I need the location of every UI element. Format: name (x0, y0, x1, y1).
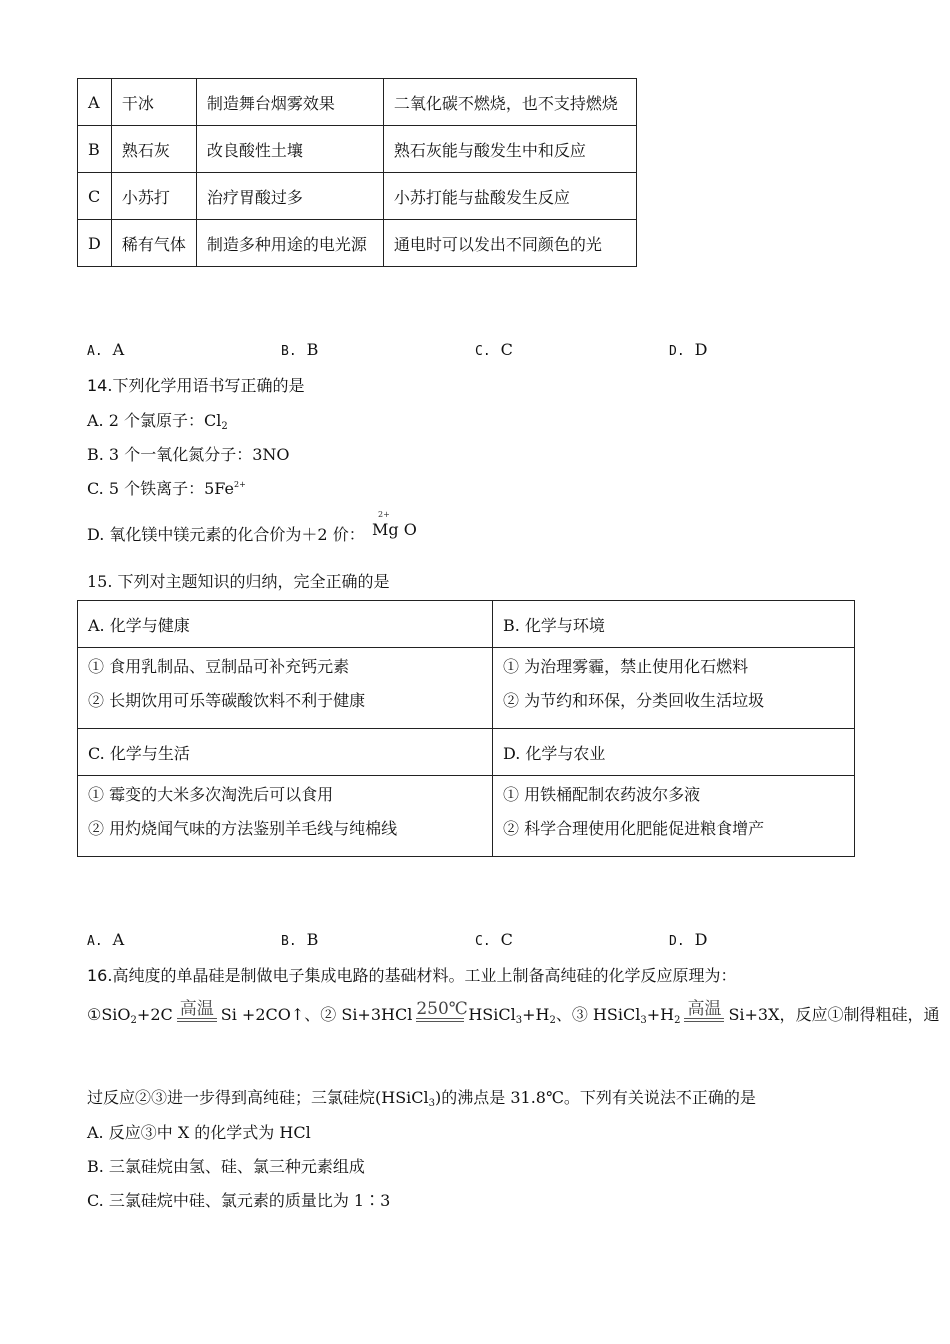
list-item: ① 用铁桶配制农药波尔多液 (503, 785, 701, 804)
list-item: ② 长期饮用可乐等碳酸饮料不利于健康 (88, 691, 366, 710)
condition-high-temp-2: 高温 (684, 1000, 724, 1026)
q13-option-a[interactable]: A. A (87, 340, 125, 359)
row-letter: C (78, 173, 112, 220)
condition-high-temp: 高温 (177, 1000, 217, 1026)
list-item: ② 科学合理使用化肥能促进粮食增产 (503, 819, 765, 838)
substance-use: 制造多种用途的电光源 (196, 220, 383, 267)
summary-table (77, 600, 855, 857)
q15-stem: 15. 下列对主题知识的归纳，完全正确的是 (87, 572, 390, 591)
substance-name: 稀有气体 (111, 220, 196, 267)
q14-stem: 14.下列化学用语书写正确的是 (87, 376, 305, 395)
substance-use: 改良酸性土壤 (196, 126, 383, 173)
list-item: ① 食用乳制品、豆制品可补充钙元素 (88, 657, 350, 676)
options-table (77, 78, 637, 267)
substance-reason: 二氧化碳不燃烧，也不支持燃烧 (383, 79, 636, 126)
q15-option-c[interactable]: C. C (475, 930, 513, 949)
cell-b-items (493, 648, 855, 729)
cell-a-title: A. 化学与健康 (78, 601, 493, 648)
cell-b-title: B. 化学与环境 (493, 601, 855, 648)
reaction-equations: ①SiO$_2$+2C 高温 Si +2CO↑、② Si+3HCl 250℃ $HSiCl_3+H_2$、③ $HSiCl_3+H_2$ 高温 Si+3X，反应①制得粗硅，通 (87, 999, 940, 1026)
substance-use: 制造舞台烟雾效果 (196, 79, 383, 126)
list-item: ① 霉变的大米多次淘洗后可以食用 (88, 785, 334, 804)
substance-name: 熟石灰 (111, 126, 196, 173)
q14-option-d[interactable]: D. 氧化镁中镁元素的化合价为＋2 价： (87, 525, 365, 544)
cell-d-items (493, 776, 855, 857)
q14-option-b[interactable]: B. 3 个一氧化氮分子：3NO (87, 445, 290, 464)
q13-option-c[interactable]: C. C (475, 340, 513, 359)
q13-option-d[interactable]: D. D (669, 340, 708, 359)
q16-option-a[interactable]: A. 反应③中 X 的化学式为 HCl (87, 1123, 311, 1142)
cell-c-title: C. 化学与生活 (78, 729, 493, 776)
substance-reason: 通电时可以发出不同颜色的光 (383, 220, 636, 267)
table-row (78, 126, 637, 173)
row-letter: D (78, 220, 112, 267)
list-item: ② 用灼烧闻气味的方法鉴别羊毛线与纯棉线 (88, 819, 398, 838)
q16-option-b[interactable]: B. 三氯硅烷由氢、硅、氯三种元素组成 (87, 1157, 365, 1176)
list-item: ② 为节约和环保，分类回收生活垃圾 (503, 691, 765, 710)
q14-option-c[interactable]: C. 5 个铁离子：$5Fe^{2+}$ (87, 479, 246, 498)
table-row (78, 79, 637, 126)
q15-option-a[interactable]: A. A (87, 930, 125, 949)
table-row (78, 173, 637, 220)
cell-c-items (78, 776, 493, 857)
substance-use: 治疗胃酸过多 (196, 173, 383, 220)
q16-stem-line2: 过反应②③进一步得到高纯硅；三氯硅烷(HSiCl$_3$)的沸点是 31.8℃。下列有关说法不正确的是 (87, 1088, 756, 1109)
condition-250c: 250℃ (416, 1000, 464, 1026)
q15-option-d[interactable]: D. D (669, 930, 708, 949)
q16-stem: 16.高纯度的单晶硅是制做电子集成电路的基础材料。工业上制备高纯硅的化学反应原理为： (87, 966, 737, 985)
cell-a-items (78, 648, 493, 729)
table-row (78, 220, 637, 267)
q14-option-a[interactable]: A. 2 个氯原子：$Cl_2$ (87, 411, 228, 432)
list-item: ① 为治理雾霾，禁止使用化石燃料 (503, 657, 749, 676)
substance-reason: 小苏打能与盐酸发生反应 (383, 173, 636, 220)
q13-option-b[interactable]: B. B (281, 340, 319, 359)
cell-d-title: D. 化学与农业 (493, 729, 855, 776)
row-letter: B (78, 126, 112, 173)
row-letter: A (78, 79, 112, 126)
substance-name: 小苏打 (111, 173, 196, 220)
substance-reason: 熟石灰能与酸发生中和反应 (383, 126, 636, 173)
q16-option-c[interactable]: C. 三氯硅烷中硅、氯元素的质量比为 1∶3 (87, 1191, 391, 1210)
substance-name: 干冰 (111, 79, 196, 126)
q15-option-b[interactable]: B. B (281, 930, 319, 949)
